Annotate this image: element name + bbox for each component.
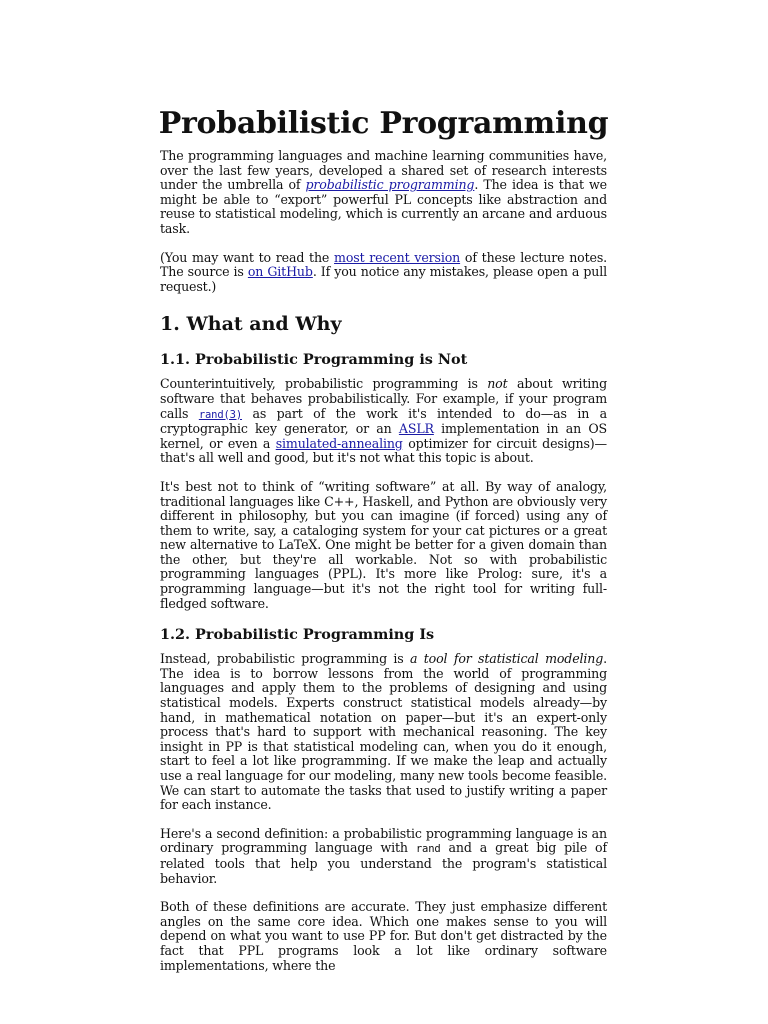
is-paragraph-1: [160, 652, 607, 813]
text-span: of these lecture notes. The source is: [160, 249, 607, 280]
aslr-link[interactable]: ASLR: [398, 421, 434, 437]
link-text: probabilistic programming: [305, 177, 475, 193]
text-span: Counterintuitively, probabilistic programming is: [160, 376, 488, 392]
probabilistic-programming-link[interactable]: [306, 177, 475, 192]
lecture-notes-paragraph: [160, 251, 607, 295]
most-recent-version-link[interactable]: most recent version: [334, 249, 461, 265]
section-heading-what-and-why: 1. What and Why: [160, 313, 342, 336]
text-span: . The idea is that we might be able to “export” powerful PL concepts like abstraction and reuse to statistical modeling, which is currently an arcane and arduous task.: [160, 177, 607, 236]
github-link[interactable]: on GitHub: [247, 264, 313, 280]
text-span: The programming languages and machine learning communities have, over the last few years, developed a shared set of research interests under the umbrella of: [160, 148, 607, 193]
subsection-heading-is-not: 1.1. Probabilistic Programming is Not: [160, 351, 468, 369]
text-span: Instead, probabilistic programming is: [160, 651, 410, 667]
emphasis: not: [487, 376, 508, 392]
code-text: rand(3): [198, 408, 243, 421]
is-paragraph-3: Both of these definitions are accurate. They just emphasize different angles on the same core idea. Which one makes sense to you will depend on what you want to use PP for. But don't get distracted by the fact that PPL programs look a lot like ordinary software implementations, where the: [160, 899, 607, 973]
subsection-heading-is: 1.2. Probabilistic Programming Is: [160, 626, 435, 644]
text-span: about writing software that behaves probabilistically. For example, if your program calls: [160, 376, 607, 421]
is-not-paragraph-2: It's best not to think of “writing software” at all. By way of analogy, traditional languages like C++, Haskell, and Python are obviously very different in philosophy, but you can imagine (if forced) using any of them to write, say, a cataloging system for your cat pictures or a great new alternative to LaTeX. One might be better for a given domain than the other, but they're all workable. Not so with probabilistic programming languages (PPL). It's more like Prolog: sure, it's a programming language—but it's not the right tool for writing full-fledged software.: [160, 478, 607, 611]
emphasis: a tool for statistical modeling: [410, 651, 604, 667]
rand3-link[interactable]: [199, 406, 242, 421]
intro-paragraph: [160, 149, 607, 237]
code-text: rand: [415, 843, 441, 856]
document-body: [160, 149, 607, 987]
text-span: optimizer for circuit designs)—that's all well and good, but it's not what this topic is about.: [160, 435, 607, 466]
text-span: as part of the work it's intended to do—as in a cryptographic key generator, or an: [160, 405, 607, 437]
is-paragraph-2: [160, 827, 607, 886]
page-title: Probabilistic Programming: [158, 106, 609, 141]
text-span: . The idea is to borrow lessons from the world of programming languages and apply them to the problems of designing and using statistical models. Experts construct statistical models already—by hand, in mathematical notation on paper—but it's an expert-only process that's hard to support with mechanical reasoning. The key insight in PP is that statistical modeling can, when you do it enough, start to feel a lot like programming. If we make the leap and actually use a real language for our modeling, many new tools become feasible. We can start to automate the tasks that used to justify writing a paper for each instance.: [160, 651, 608, 813]
text-span: (You may want to read the: [160, 249, 335, 265]
text-span: . If you notice any mistakes, please open a pull request.): [160, 264, 608, 294]
is-not-paragraph-1: [160, 377, 607, 466]
simulated-annealing-link[interactable]: simulated-annealing: [275, 435, 403, 451]
text-span: implementation in an OS kernel, or even a: [160, 421, 608, 451]
text-span: and a great big pile of related tools that help you understand the program's statistical behavior.: [160, 840, 607, 886]
text-span: Here's a second definition: a probabilistic programming language is an ordinary programming language with: [160, 825, 607, 856]
